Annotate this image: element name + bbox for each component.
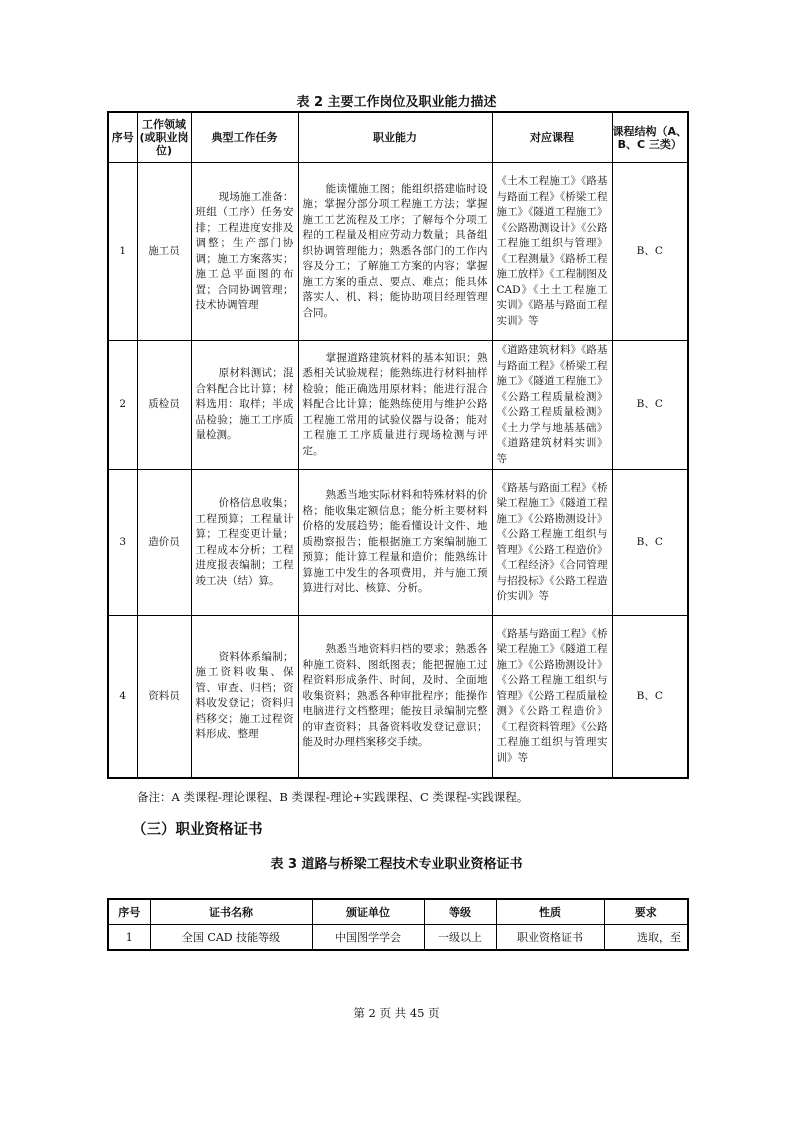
header-courses: 对应课程 [492, 112, 612, 163]
row-ability: 能读懂施工图；能组织搭建临时设施；掌握分部分项工程施工方法；掌握施工工艺流程及工序；了解每个分项工程的工程量及相应劳动力数量；具备组织协调管理能力；熟悉各部门的工作内容及分工；了解施工方案的内容；掌握施工方案的重点、要点、难点；能具体落实人、机、料；能协助项目经理管理合同。 [302, 182, 488, 319]
header-structure: 课程结构（A、B、C 三类） [612, 112, 688, 163]
header-level: 等级 [424, 899, 496, 925]
table-row [108, 341, 688, 470]
cert-issuer: 中国图学学会 [312, 925, 424, 951]
row-tasks: 原材料测试；混合料配合比计算；材料选用：取样；半成品检验；施工工序质量检测。 [195, 367, 294, 442]
row-ability: 熟悉当地资料归档的要求；熟悉各种施工资料、图纸图表；能把握施工过程资料形成条件、时间，及时、全面地收集资料；熟悉各种审批程序；能操作电脑进行文档整理；能按目录编制完整的审查资料；具备资料收发登记意识；能及时办理档案移交手续。 [302, 643, 488, 748]
row-ability: 熟悉当地实际材料和特殊材料的价格；能收集定额信息；能分析主要材料价格的发展趋势；能看懂设计文件、地质勘察报告；能根据施工方案编制施工预算；能计算工程量和造价；能熟练计算施工中发生的各项费用，并与施工预算进行对比、核算、分析。 [302, 489, 488, 595]
row-no: 3 [108, 470, 137, 616]
header-issuer: 颁证单位 [312, 899, 424, 925]
table-row [108, 616, 688, 778]
cert-no: 1 [108, 925, 150, 951]
row-post: 施工员 [137, 163, 191, 341]
row-no: 1 [108, 163, 137, 341]
header-tasks: 典型工作任务 [191, 112, 298, 163]
row-no: 4 [108, 616, 137, 778]
row-courses: 《路基与路面工程》《桥梁工程施工》《隧道工程施工》《公路勘测设计》《公路工程施工组织与管理》《公路工程造价》《工程经济》《合同管理与招投标》《公路工程造价实训》等 [492, 470, 612, 616]
header-no: 序号 [108, 112, 137, 163]
row-courses: 《土木工程施工》《路基与路面工程》《桥梁工程施工》《隧道工程施工》《公路勘测设计》《公路工程施工组织与管理》《工程测量》《路桥工程施工放样》《工程制图及 CAD》《土土工程施工实训》《路基与路面工程实训》等 [492, 163, 612, 341]
job-positions-table [107, 111, 689, 779]
table-row [108, 163, 688, 341]
row-post: 造价员 [137, 470, 191, 616]
cert-requirement: 选取，至 [604, 925, 688, 951]
header-requirement: 要求 [604, 899, 688, 925]
table-header-row [108, 112, 688, 163]
header-cert-name: 证书名称 [150, 899, 312, 925]
certificates-table [107, 898, 689, 951]
row-tasks: 资料体系编制；施工资料收集、保管、审查、归档；资料收发登记；资料归档移交；施工过程资料形成、整理 [195, 650, 294, 741]
header-ability: 职业能力 [298, 112, 492, 163]
row-courses: 《路基与路面工程》《桥梁工程施工》《隧道工程施工》《公路勘测设计》《公路工程施工组织与管理》《公路工程质量检测》《公路工程造价》《工程资料管理》《公路工程施工组织与管理实训》等 [492, 616, 612, 778]
header-post: 工作领域(或职业岗位) [137, 112, 191, 163]
header-no: 序号 [108, 899, 150, 925]
table2-title: 表 2 主要工作岗位及职业能力描述 [296, 95, 497, 110]
row-no: 2 [108, 341, 137, 470]
row-tasks: 价格信息收集；工程预算；工程量计算；工程变更计量；工程成本分析；工程进度报表编制；工程竣工决（结）算。 [195, 497, 294, 587]
row-structure: B、C [612, 616, 688, 778]
row-post: 质检员 [137, 341, 191, 470]
row-courses: 《道路建筑材料》《路基与路面工程》《桥梁工程施工》《隧道工程施工》《公路工程质量检测》《公路工程质量检测》《土力学与地基基础》《道路建筑材料实训》等 [492, 341, 612, 470]
row-structure: B、C [612, 470, 688, 616]
row-ability: 掌握道路建筑材料的基本知识；熟悉相关试验规程；能熟练进行材料抽样检验；能正确选用原材料；能进行混合料配合比计算；能熟练使用与维护公路工程施工常用的试验仪器与设备；能对工程施工工序质量进行现场检测与评定。 [302, 351, 488, 457]
section-heading: （三）职业资格证书 [132, 822, 263, 838]
row-tasks: 现场施工准备：班组（工序）任务安排；工程进度安排及调整；生产部门协调；施工方案落实；施工总平面图的布置；合同协调管理；技术协调管理 [195, 190, 294, 311]
table-header-row [108, 899, 688, 925]
table-note: 备注：A 类课程-理论课程、B 类课程-理论+实践课程、C 类课程-实践课程。 [137, 790, 529, 804]
table3-title: 表 3 道路与桥梁工程技术专业职业资格证书 [270, 857, 523, 872]
cert-level: 一级以上 [424, 925, 496, 951]
table-row [108, 925, 688, 951]
row-structure: B、C [612, 163, 688, 341]
row-structure: B、C [612, 341, 688, 470]
cert-name: 全国 CAD 技能等级 [150, 925, 312, 951]
table-row [108, 470, 688, 616]
page-footer: 第 2 页 共 45 页 [353, 1006, 440, 1020]
header-nature: 性质 [496, 899, 604, 925]
row-post: 资料员 [137, 616, 191, 778]
cert-nature: 职业资格证书 [496, 925, 604, 951]
